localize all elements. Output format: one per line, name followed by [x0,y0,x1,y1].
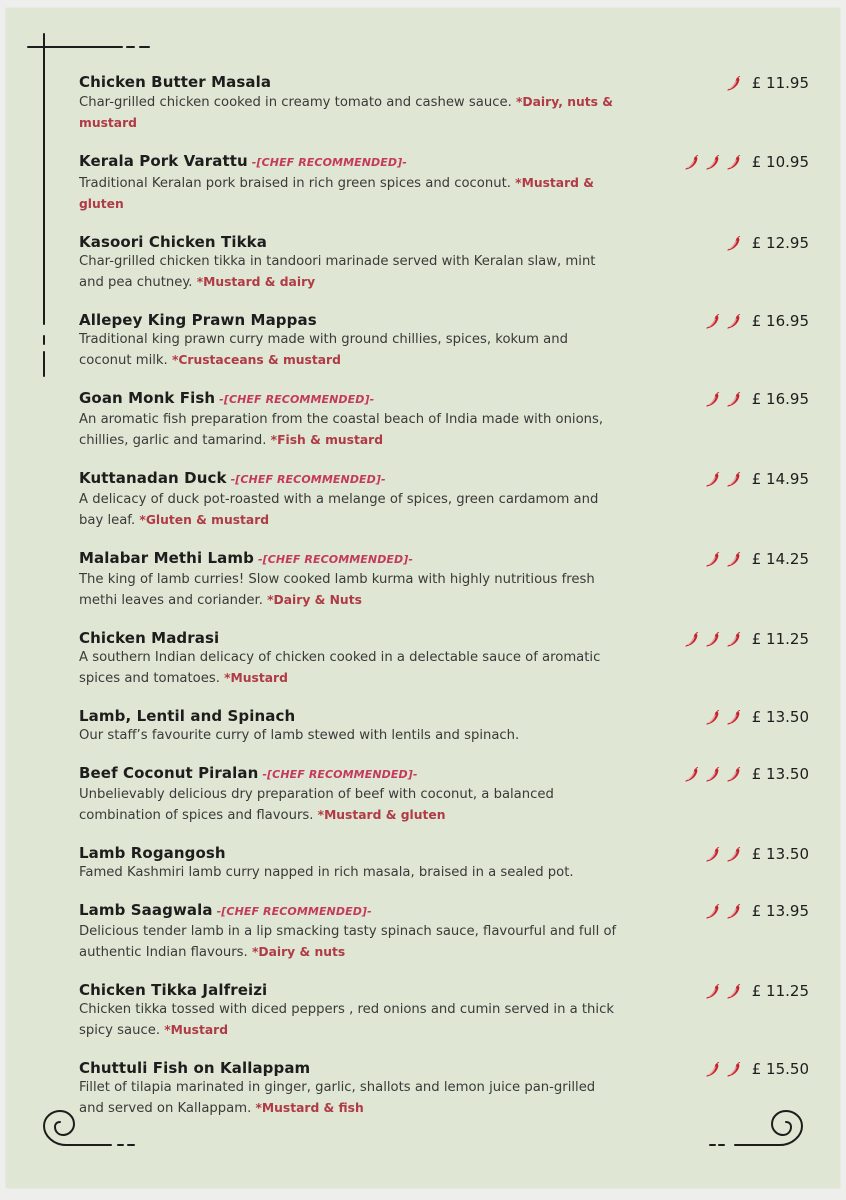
dish-description [79,1000,624,1041]
dish-description [79,726,624,746]
dish-price: £ 16.95 [751,390,809,408]
dish-price: £ 13.50 [751,845,809,863]
menu-item [79,706,809,746]
description-text: Delicious tender lamb in a lip smacking tasty spinach sauce, flavourful and full of authentic Indian flavours. [79,924,617,960]
menu-item [79,843,809,883]
chili-pepper-icon [725,708,743,726]
chili-pepper-icon [704,982,722,1000]
dish-price: £ 15.50 [751,1060,809,1078]
menu-item [79,468,809,531]
chili-pepper-icon [704,1060,722,1078]
spice-level [701,982,743,1000]
dish-name [79,980,809,1000]
spice-level [701,470,743,488]
menu-item [79,151,809,215]
allergen-note: *Mustard & fish [255,1101,364,1115]
chili-pepper-icon [725,630,743,648]
chili-pepper-icon [725,153,743,171]
dish-price: £ 12.95 [751,234,809,252]
chili-pepper-icon [725,982,743,1000]
dish-title: Goan Monk Fish [79,389,216,407]
dish-price: £ 11.25 [751,982,809,1000]
dish-title: Kerala Pork Varattu [79,152,248,170]
allergen-note: *Dairy & Nuts [267,593,362,607]
dish-description [79,863,624,883]
chili-pepper-icon [704,153,722,171]
chili-pepper-icon [725,312,743,330]
description-text: Chicken tikka tossed with diced peppers , red onions and cumin served in a thick spicy sauce. [79,1002,614,1038]
price-block [701,468,809,490]
price-block [722,232,809,254]
price-block [722,72,809,94]
allergen-note: *Mustard [224,671,288,685]
dish-name [79,232,809,252]
spice-level [722,234,743,252]
description-text: Char-grilled chicken cooked in creamy tomato and cashew sauce. [79,95,512,110]
allergen-note: *Mustard [164,1023,229,1037]
chili-pepper-icon [704,845,722,863]
dish-title: Lamb, Lentil and Spinach [79,707,296,725]
allergen-note: *Gluten & mustard [139,513,270,527]
allergen-note: *Crustaceans & mustard [171,353,341,367]
allergen-note: *Dairy & nuts [251,945,346,959]
dish-description [79,92,624,134]
spice-level [701,550,743,568]
dish-name [79,900,809,922]
dish-description [79,785,624,826]
description-text: A southern Indian delicacy of chicken cooked in a delectable sauce of aromatic spices and tomatoes. [79,650,601,686]
dish-title: Lamb Saagwala [79,901,213,919]
price-block [701,900,809,922]
menu-item [79,72,809,134]
chef-recommended-tag: -[CHEF RECOMMENDED]- [230,473,386,486]
description-text: Our staff’s favourite curry of lamb stewed with lentils and spinach. [79,728,520,743]
dish-title: Kuttanadan Duck [79,469,227,487]
chef-recommended-tag: -[CHEF RECOMMENDED]- [262,768,418,781]
dish-title: Chuttuli Fish on Kallappam [79,1059,311,1077]
chili-pepper-icon [725,1060,743,1078]
chili-pepper-icon [704,550,722,568]
chili-pepper-icon [704,312,722,330]
description-text: The king of lamb curries! Slow cooked lamb kurma with highly nutritious fresh methi leaves and coriander. [79,572,595,608]
price-block [701,388,809,410]
chili-pepper-icon [725,550,743,568]
allergen-note: *Mustard & gluten [79,176,594,211]
spice-level [680,765,743,783]
dish-description [79,648,624,689]
chili-pepper-icon [725,234,743,252]
dish-price: £ 14.95 [751,470,809,488]
chef-recommended-tag: -[CHEF RECOMMENDED]- [216,905,372,918]
menu-list [79,72,809,1136]
menu-item [79,548,809,611]
chili-pepper-icon [704,390,722,408]
spice-level [701,390,743,408]
price-block [680,628,809,650]
dish-price: £ 16.95 [751,312,809,330]
dish-title: Lamb Rogangosh [79,844,226,862]
dish-description [79,490,624,531]
chili-pepper-icon [683,630,701,648]
dish-price: £ 10.95 [751,153,809,171]
dish-name [79,72,809,92]
dish-description [79,1078,624,1119]
dish-price: £ 13.50 [751,708,809,726]
description-text: Unbelievably delicious dry preparation of beef with coconut, a balanced combination of spices and flavours. [79,787,554,823]
price-block [701,310,809,332]
dish-title: Beef Coconut Piralan [79,764,259,782]
chef-recommended-tag: -[CHEF RECOMMENDED]- [219,393,375,406]
dish-price: £ 13.95 [751,902,809,920]
chili-pepper-icon [725,845,743,863]
allergen-note: *Fish & mustard [270,433,384,447]
dish-price: £ 13.50 [751,765,809,783]
allergen-note: *Dairy, nuts & mustard [79,95,613,130]
dish-title: Chicken Madrasi [79,629,220,647]
dish-description [79,173,624,215]
dish-price: £ 11.95 [751,74,809,92]
chili-pepper-icon [725,902,743,920]
chili-pepper-icon [704,708,722,726]
chili-pepper-icon [683,765,701,783]
chef-recommended-tag: -[CHEF RECOMMENDED]- [257,553,414,566]
dish-price: £ 11.25 [751,630,809,648]
chili-pepper-icon [704,765,722,783]
menu-page [6,8,840,1188]
chili-pepper-icon [704,470,722,488]
chili-pepper-icon [725,470,743,488]
spice-level [680,630,743,648]
dish-title: Allepey King Prawn Mappas [79,311,317,329]
menu-item [79,628,809,689]
dish-name [79,706,809,726]
dish-name [79,468,809,490]
spice-level [701,902,743,920]
menu-item [79,763,809,826]
chili-pepper-icon [704,630,722,648]
allergen-note: *Mustard & gluten [317,808,446,822]
price-block [680,151,809,173]
menu-item [79,980,809,1041]
menu-item [79,232,809,293]
description-text: Traditional king prawn curry made with ground chillies, spices, kokum and coconut milk. [79,332,568,368]
spice-level [701,845,743,863]
description-text: Traditional Keralan pork braised in rich green spices and coconut. [79,176,511,191]
chili-pepper-icon [725,390,743,408]
spice-level [701,708,743,726]
dish-title: Chicken Tikka Jalfreizi [79,981,268,999]
dish-description [79,252,624,293]
description-text: An aromatic fish preparation from the coastal beach of India made with onions, chillies, garlic and tamarind. [79,412,604,448]
dish-description [79,922,624,963]
spice-level [701,312,743,330]
chef-recommended-tag: -[CHEF RECOMMENDED]- [251,156,407,169]
dish-name [79,388,809,410]
chili-pepper-icon [725,74,743,92]
dish-title: Kasoori Chicken Tikka [79,233,267,251]
dish-description [79,570,624,611]
price-block [701,843,809,865]
description-text: Famed Kashmiri lamb curry napped in rich masala, braised in a sealed pot. [79,865,574,880]
spice-level [722,74,743,92]
dish-name [79,548,809,570]
price-block [680,763,809,785]
chili-pepper-icon [683,153,701,171]
price-block [701,980,809,1002]
price-block [701,548,809,570]
spice-level [680,153,743,171]
dish-name [79,310,809,330]
dish-description [79,410,624,451]
dish-name [79,1058,809,1078]
dish-name [79,843,809,863]
dish-title: Chicken Butter Masala [79,73,272,91]
description-text: Char-grilled chicken tikka in tandoori marinade served with Keralan slaw, mint and pea chutney. [79,254,596,290]
chili-pepper-icon [725,765,743,783]
price-block [701,1058,809,1080]
spice-level [701,1060,743,1078]
menu-item [79,1058,809,1119]
dish-title: Malabar Methi Lamb [79,549,254,567]
description-text: Fillet of tilapia marinated in ginger, garlic, shallots and lemon juice pan-grilled and served on Kallappam. [79,1080,596,1116]
price-block [701,706,809,728]
menu-item [79,900,809,963]
dish-description [79,330,624,371]
chili-pepper-icon [704,902,722,920]
dish-price: £ 14.25 [751,550,809,568]
allergen-note: *Mustard & dairy [196,275,316,289]
menu-item [79,388,809,451]
menu-item [79,310,809,371]
description-text: A delicacy of duck pot-roasted with a melange of spices, green cardamom and bay leaf. [79,492,599,528]
